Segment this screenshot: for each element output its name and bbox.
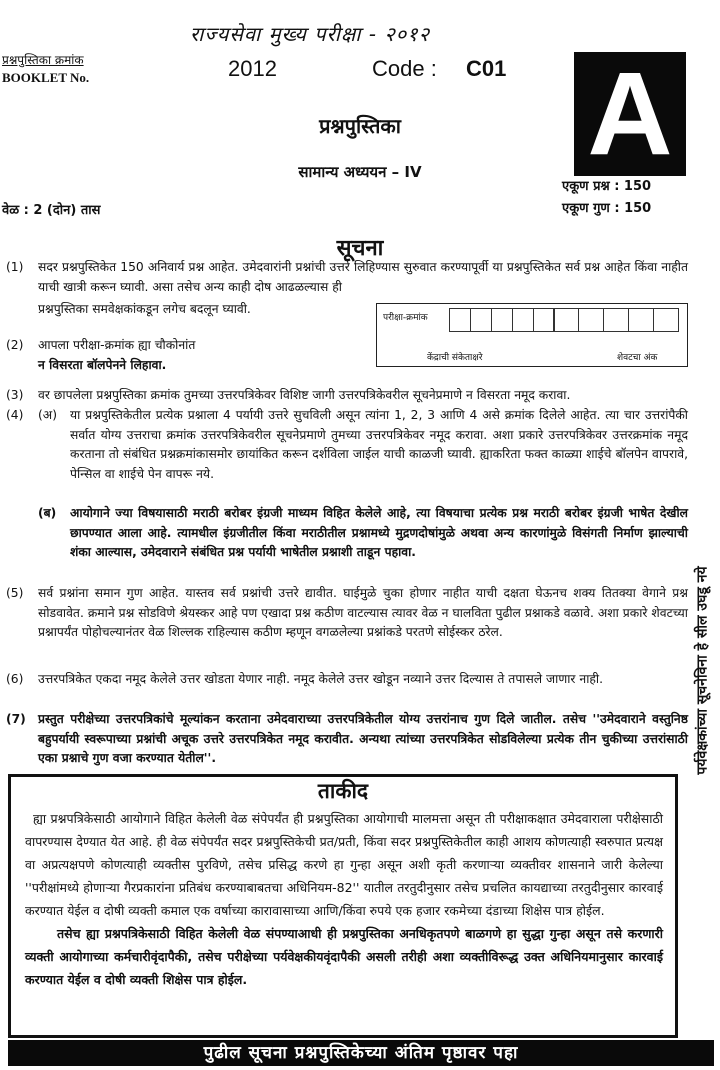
warning-paragraph-1: ह्या प्रश्नपत्रिकेसाठी आयोगाने विहित केलेली वेळ संपेपर्यंत ही प्रश्नपुस्तिका आयोगाची मालमत्ता असून ती परीक्षाकक्षात उमेदवाराला परीक्षेसाठी वापरण्यास देण्यात येत आहे. ही वेळ संपेपर्यंत सदर प्रश्नपुस्तिकेची प्रत/प्रती, किंवा सदर प्रश्नपुस्तिकेतील काही आशय कोणत्याही स्वरुपात प्रत्यक्ष वा अप्रत्यक्षपणे कोणत्याही व्यक्तीस पुरविणे, तसेच प्रसिद्ध करणे हा गुन्हा असून अशी कृती करणाऱ्या व्यक्तीवर शासनाने जारी केलेल्या ''परीक्षांमध्ये होणाऱ्या गैरप्रकारांना प्रतिबंध करण्याबाबतचा अधिनियम-82'' यातील तरतुदीनुसार तसेच प्रचलित कायद्याच्या तरतुदीनुसार कारवाई करण्यात येईल व दोषी व्यक्ती कमाल एक वर्षाच्या कारावासाच्या आणि/किंवा रुपये एक हजार रकमेच्या दंडाच्या शिक्षेस पात्र होईल. bbox=[25, 811, 663, 918]
seal-note: पर्यवेक्षकांच्या सूचनेविना हे सील उघडू नये bbox=[694, 565, 711, 775]
instruction-number: (6) bbox=[6, 672, 24, 686]
instruction-4a bbox=[6, 406, 688, 484]
code-label: Code : bbox=[372, 56, 437, 81]
instruction-number: (7) bbox=[6, 712, 26, 726]
total-questions: एकूण प्रश्न : 150 bbox=[562, 179, 652, 194]
instruction-text-bold: न विसरता बॉलपेनने लिहावा. bbox=[38, 357, 167, 372]
seat-cell[interactable] bbox=[449, 308, 471, 332]
seat-cell[interactable] bbox=[653, 308, 679, 332]
instruction-1 bbox=[6, 258, 688, 297]
instruction-3 bbox=[6, 386, 688, 406]
totals bbox=[562, 176, 651, 220]
seat-cell[interactable] bbox=[578, 308, 604, 332]
instruction-6 bbox=[6, 670, 688, 690]
seat-cell[interactable] bbox=[512, 308, 534, 332]
instruction-text: उत्तरपत्रिकेत एकदा नमूद केलेले उत्तर खोडता येणार नाही. नमूद केलेले उत्तर खोडून नव्याने उत्तर दिल्यास ते तपासले जाणार नाही. bbox=[38, 672, 603, 686]
instruction-number: (1) bbox=[6, 260, 24, 274]
instruction-1-continued bbox=[6, 300, 346, 320]
handwritten-exam-title: राज्यसेवा मुख्य परीक्षा - २०१२ bbox=[190, 22, 430, 46]
instruction-text: सर्व प्रश्नांना समान गुण आहेत. यास्तव सर्व प्रश्नांची उत्तरे द्यावीत. घाईमुळे चुका होणार नाहीत याची दक्षता घेऊनच शक्य तितक्या वेगाने प्रश्न सोडवावेत. क्रमाने प्रश्न सोडविणे श्रेयस्कर आहे पण एखादा प्रश्न कठीण वाटल्यास त्यावर वेळ न घालविता पुढील प्रश्नाकडे वळावे. अशा प्रकारे शेवटच्या प्रश्नापर्यंत पोहोचल्यानंतर वेळ शिल्लक राहिल्यास कठीण म्हणून वगळलेल्या प्रश्नांकडे परतणे सोईस्कर ठरेल. bbox=[38, 586, 688, 639]
seat-cell[interactable] bbox=[470, 308, 492, 332]
seat-box-label: परीक्षा-क्रमांक bbox=[383, 313, 428, 323]
instruction-2 bbox=[6, 336, 346, 375]
warning-heading: ताकीद bbox=[317, 779, 369, 803]
instruction-text: प्रस्तुत परीक्षेच्या उत्तरपत्रिकांचे मूल्यांकन करताना उमेदवाराच्या उत्तरपत्रिकेतील योग्य उत्तरांनाच गुण दिले जातील. तसेच ''उमेदवाराने वस्तुनिष्ठ बहुपर्यायी स्वरूपाच्या प्रश्नांची अचूक उत्तरे उत्तरपत्रिकेत नमूद करावीत. अन्यथा त्यांच्या उत्तरपत्रिकेत सोडविलेल्या प्रत्येक तीन चुकीच्या उत्तरांसाठी एका प्रश्नाचे गुण वजा करण्यात येतील''. bbox=[38, 712, 688, 765]
booklet-number-label bbox=[2, 52, 89, 86]
total-marks: एकूण गुण : 150 bbox=[562, 201, 652, 216]
seat-cell[interactable] bbox=[628, 308, 654, 332]
number-cells bbox=[553, 308, 678, 332]
seat-cell[interactable] bbox=[533, 308, 555, 332]
instruction-number: (5) bbox=[6, 586, 24, 600]
centre-code-cells bbox=[449, 308, 554, 332]
seal-side-text bbox=[690, 400, 714, 940]
page-title: प्रश्नपुस्तिका bbox=[319, 114, 401, 138]
instruction-text: आयोगाने ज्या विषयासाठी मराठी बरोबर इंग्रजी माध्यम विहित केलेले आहे, त्या विषयाचा प्रत्येक प्रश्न मराठी बरोबर इंग्रजी भाषेत देखील छापण्यात आला आहे. त्यामधील इंग्रजीतील किंवा मराठीतील प्रश्नामध्ये मुद्रणदोषांमुळे अथवा अन्य कारणांमुळे विसंगती निर्माण झाल्याची शंका आल्यास, उमेदवाराने संबंधित प्रश्न पर्यायी भाषेतील प्रश्नाशी ताडून पहावा. bbox=[70, 506, 688, 559]
exam-year: 2012 bbox=[228, 56, 277, 81]
exam-time: वेळ : 2 (दोन) तास bbox=[2, 203, 101, 218]
series-badge: A bbox=[574, 52, 686, 176]
instruction-text: सदर प्रश्नपुस्तिकेत 150 अनिवार्य प्रश्न आहेत. उमेदवारांनी प्रश्नांची उत्तरे लिहिण्यास सुरुवात करण्यापूर्वी या प्रश्नपुस्तिकेत सर्व प्रश्न आहेत किंवा नाहीत याची खात्री करून घ्यावी. असा तसेच अन्य काही दोष आढळल्यास ही bbox=[38, 260, 688, 294]
centre-code-caption: केंद्राची संकेताक्षरे bbox=[427, 353, 483, 363]
seat-cell[interactable] bbox=[553, 308, 579, 332]
footer-banner: पुढील सूचना प्रश्नपुस्तिकेच्या अंतिम पृष्ठावर पहा bbox=[8, 1040, 714, 1066]
code-value: C01 bbox=[466, 56, 507, 81]
instruction-4b bbox=[6, 504, 688, 563]
instruction-number: (2) bbox=[6, 338, 24, 352]
booklet-label-english: BOOKLET No. bbox=[2, 70, 90, 85]
warning-text bbox=[25, 807, 663, 991]
instruction-sub-number: (ब) bbox=[38, 506, 57, 520]
instruction-text: आपला परीक्षा-क्रमांक ह्या चौकोनांत bbox=[38, 338, 196, 352]
instruction-text: वर छापलेला प्रश्नपुस्तिका क्रमांक तुमच्या उत्तरपत्रिकेवर विशिष्ट जागी उत्तरपत्रिकेवरील सूचनेप्रमाणे न विसरता नमूद करावा. bbox=[38, 388, 571, 402]
instruction-5 bbox=[6, 584, 688, 643]
warning-box bbox=[8, 774, 678, 1038]
booklet-label-marathi: प्रश्नपुस्तिका क्रमांक bbox=[2, 53, 84, 67]
instruction-text: या प्रश्नपुस्तिकेतील प्रत्येक प्रश्नाला 4 पर्यायी उत्तरे सुचविली असून त्यांना 1, 2, 3 आणि 4 असे क्रमांक दिलेले आहेत. त्या चार उत्तरांपैकी सर्वात योग्य उत्तराचा क्रमांक उत्तरपत्रिकेवरील सूचनेप्रमाणे तुमच्या उत्तरपत्रिकेवर नमूद करावा. अशा प्रकारे उत्तरपत्रिकेवर उत्तरक्रमांक नमूद करताना तो संबंधित प्रश्नक्रमांकासमोर छायांकित करून दर्शविला जाईल याची काळजी घ्यावी. ह्याकरिता फक्त काळ्या शाईचे बॉलपेन वापरावे, पेन्सिल वा शाईचे पेन वापरू नये. bbox=[70, 408, 688, 481]
seat-cell[interactable] bbox=[603, 308, 629, 332]
instruction-7 bbox=[6, 710, 688, 769]
instructions-heading: सूचना bbox=[336, 236, 384, 261]
instruction-text: प्रश्नपुस्तिका समवेक्षकांकडून लगेच बदलून घ्यावी. bbox=[38, 302, 251, 316]
instruction-number: (4) bbox=[6, 408, 24, 422]
seat-number-box bbox=[376, 303, 688, 367]
seat-cell[interactable] bbox=[491, 308, 513, 332]
last-digit-caption: शेवटचा अंक bbox=[617, 353, 658, 363]
subject-title: सामान्य अध्ययन – IV bbox=[298, 163, 422, 181]
instruction-sub-number: (अ) bbox=[38, 408, 57, 422]
warning-paragraph-2: तसेच ह्या प्रश्नपत्रिकेसाठी विहित केलेली वेळ संपण्याआधी ही प्रश्नपुस्तिका अनधिकृतपणे बाळगणे हा सुद्धा गुन्हा असून तसे करणारी व्यक्ती आयोगाच्या कर्मचारीवृंदापैकी, तसेच परीक्षेच्या पर्यवेक्षकीयवृंदापैकी असली तरीही अशा व्यक्तीविरूद्ध उक्त अधिनियमानुसार कारवाई करण्यात येईल व दोषी व्यक्ती शिक्षेस पात्र होईल. bbox=[25, 926, 663, 987]
instruction-number: (3) bbox=[6, 388, 24, 402]
